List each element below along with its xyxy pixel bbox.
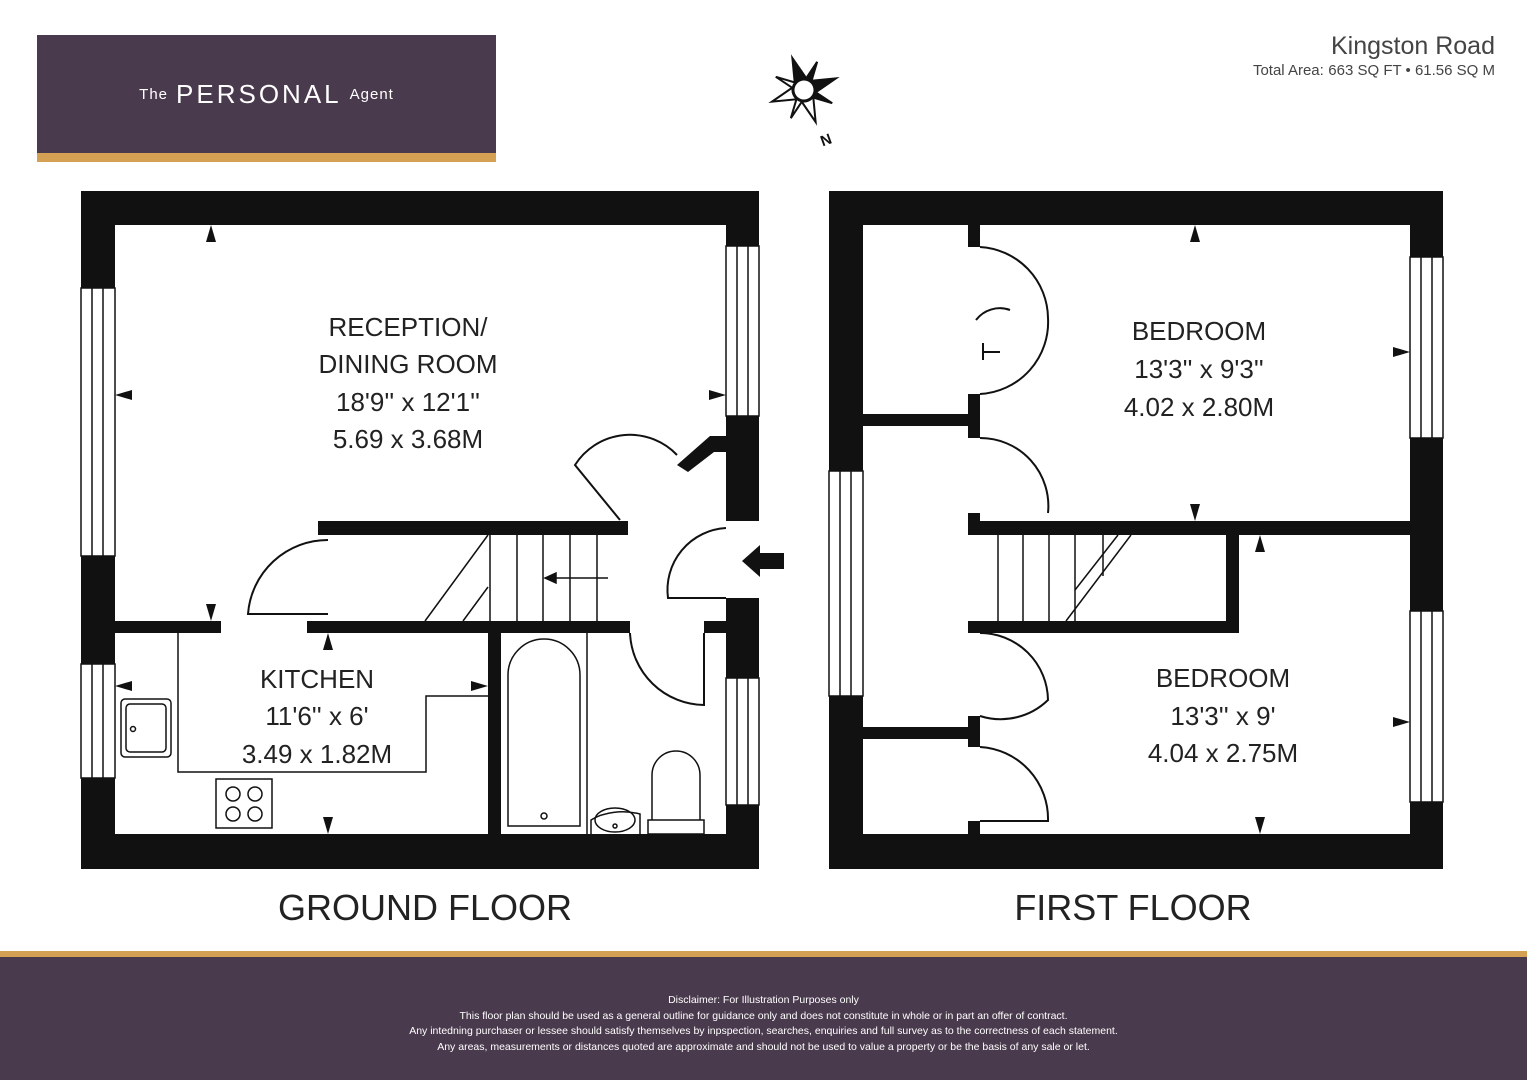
ground-stairs — [425, 535, 608, 621]
room-name-reception-line2: DINING ROOM — [318, 349, 498, 379]
logo-agent: Agent — [349, 85, 394, 103]
entrance-arrow-icon — [742, 545, 784, 577]
ground-internal-walls — [115, 436, 726, 834]
property-name: Kingston Road — [1330, 32, 1495, 60]
floor-label-first: FIRST FLOOR — [1014, 887, 1252, 928]
room-dims-reception-metric: 5.69 x 3.68M — [332, 424, 484, 454]
room-dims-kitchen-imperial: 11'6'' x 6' — [265, 701, 369, 731]
total-area-label: Total Area: — [1252, 62, 1324, 79]
disclaimer-footer — [0, 951, 1527, 1080]
first-floor-plan — [829, 191, 1443, 869]
compass-icon — [760, 46, 847, 133]
floor-label-ground: GROUND FLOOR — [277, 887, 573, 928]
room-name-kitchen: KITCHEN — [259, 664, 375, 694]
first-stairs — [998, 535, 1131, 621]
room-name-bedroom-1: BEDROOM — [1131, 316, 1267, 346]
disclaimer-line-3: Any intedning purchaser or lessee should satisfy themselves by inpspection, searches, enquiries and full survey as to the correctness of each statement. — [409, 1025, 1118, 1037]
total-area-value: 663 SQ FT • 61.56 SQ M — [1328, 62, 1495, 79]
ground-floor-plan — [81, 191, 784, 869]
disclaimer-line-4: Any areas, measurements or distances quoted are approximate and should not be used to value a property or be the basis of any sale or let. — [437, 1040, 1090, 1053]
room-dims-kitchen-metric: 3.49 x 1.82M — [241, 739, 393, 769]
compass-north-label: N — [818, 130, 835, 151]
disclaimer-line-1: Disclaimer: For Illustration Purposes only — [668, 994, 859, 1006]
logo-personal: PERSONAL — [176, 78, 342, 109]
bathroom-fixtures — [508, 633, 704, 834]
room-dims-bedroom-1-metric: 4.02 x 2.80M — [1123, 392, 1275, 422]
room-dims-bedroom-1-imperial: 13'3'' x 9'3'' — [1134, 354, 1264, 384]
room-dims-reception-imperial: 18'9'' x 12'1'' — [336, 387, 480, 417]
room-dims-bedroom-2-imperial: 13'3'' x 9' — [1170, 701, 1276, 731]
wardrobe-rail-icon — [983, 343, 1000, 360]
room-dims-bedroom-2-metric: 4.04 x 2.75M — [1147, 738, 1299, 768]
logo-the: The — [139, 85, 169, 103]
disclaimer-line-2: This floor plan should be used as a general outline for guidance only and does not constitute in whole or in part an offer of contract. — [459, 1009, 1068, 1022]
room-name-bedroom-2: BEDROOM — [1155, 663, 1291, 693]
room-name-reception-line1: RECEPTION/ — [328, 312, 488, 342]
